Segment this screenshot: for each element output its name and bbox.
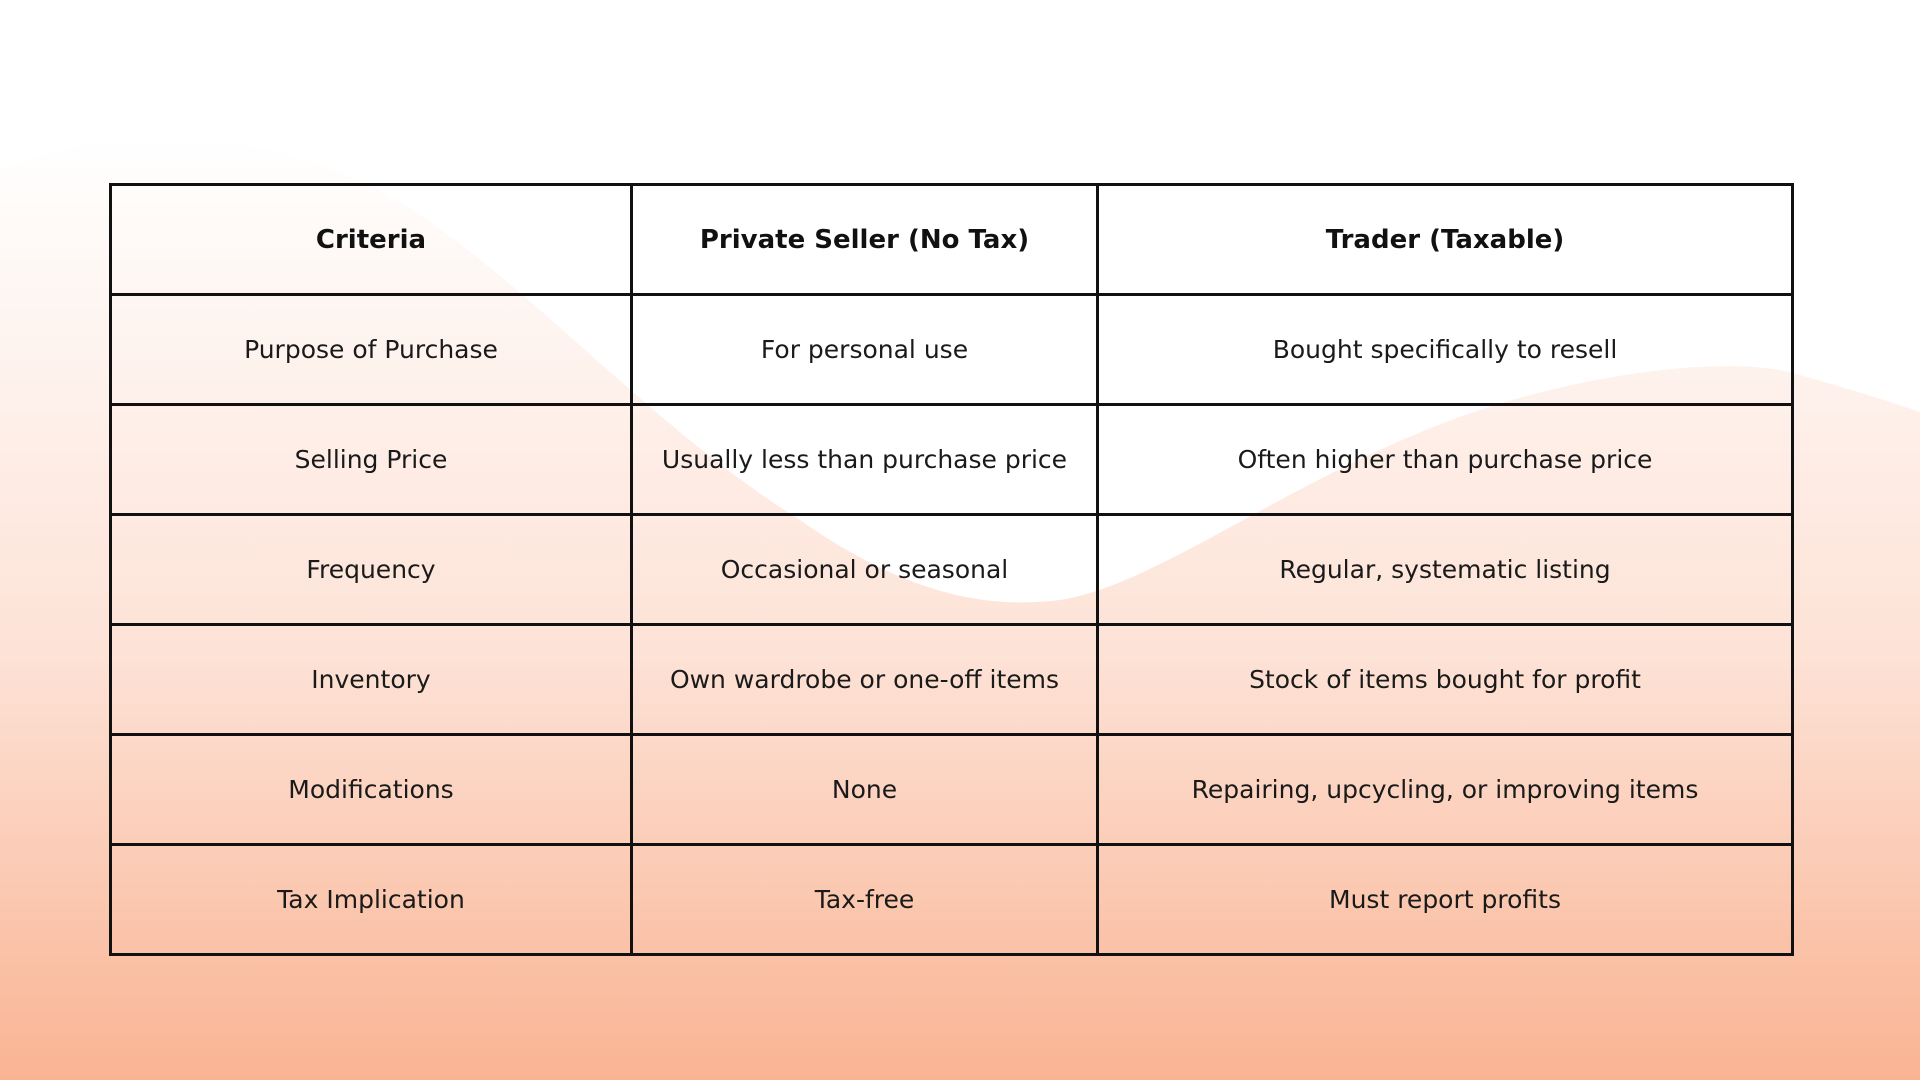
criteria-cell: Tax Implication xyxy=(111,845,632,955)
table-header-row xyxy=(111,185,1793,295)
trader-cell: Must report profits xyxy=(1098,845,1793,955)
table-row xyxy=(111,735,1793,845)
criteria-cell: Inventory xyxy=(111,625,632,735)
header-criteria: Criteria xyxy=(111,185,632,295)
table-row xyxy=(111,515,1793,625)
private-seller-cell: Own wardrobe or one-off items xyxy=(632,625,1098,735)
criteria-cell: Frequency xyxy=(111,515,632,625)
criteria-cell: Modifications xyxy=(111,735,632,845)
private-seller-cell: Usually less than purchase price xyxy=(632,405,1098,515)
criteria-cell: Purpose of Purchase xyxy=(111,295,632,405)
trader-cell: Often higher than purchase price xyxy=(1098,405,1793,515)
private-seller-cell: None xyxy=(632,735,1098,845)
trader-cell: Regular, systematic listing xyxy=(1098,515,1793,625)
private-seller-cell: Occasional or seasonal xyxy=(632,515,1098,625)
table-row xyxy=(111,625,1793,735)
table-row xyxy=(111,295,1793,405)
comparison-table xyxy=(109,183,1794,956)
table-row xyxy=(111,845,1793,955)
trader-cell: Stock of items bought for profit xyxy=(1098,625,1793,735)
table-row xyxy=(111,405,1793,515)
trader-cell: Repairing, upcycling, or improving items xyxy=(1098,735,1793,845)
private-seller-cell: For personal use xyxy=(632,295,1098,405)
header-trader: Trader (Taxable) xyxy=(1098,185,1793,295)
comparison-table-container xyxy=(109,183,1791,936)
trader-cell: Bought specifically to resell xyxy=(1098,295,1793,405)
private-seller-cell: Tax-free xyxy=(632,845,1098,955)
header-private-seller: Private Seller (No Tax) xyxy=(632,185,1098,295)
criteria-cell: Selling Price xyxy=(111,405,632,515)
